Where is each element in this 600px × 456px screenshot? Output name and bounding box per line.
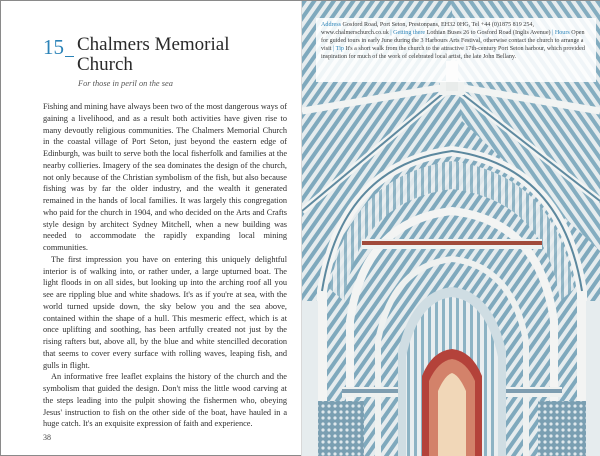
visitor-info-box — [316, 18, 596, 82]
hours-label: Hours — [554, 30, 570, 36]
page-number: 38 — [43, 433, 51, 442]
paragraph: Fishing and mining have always been two of the most dangerous ways of gaining a livelihood, and as a result both activities have given rise to many devoutly religious communities. The Chalmers Memorial Church in the coastal village of Port Seton, just beyond the eastern edge of Edinburgh, was built to serve both the local fisherfolk and families at the nearby collieries. Imagery of the sea dominates the design of the church, not only because of the Christian symbolism of the fish, but also because fishing was by far the older industry, and the wealth it generated remained in the hands of local families. It was largely this congregation who paid for the church in 1904, and who decided on the Arts and Crafts style design by architect Sydney Mitchell, when a new building was needed to accommodate the rapidly expanding local mining communities. — [43, 102, 287, 252]
hours-value: Open for guided tours in early June during the 3 Harbours Arts Festival, otherwise contact the church to arrange a visit — [321, 30, 585, 52]
chapter-number: 15 — [43, 35, 64, 59]
body-text — [43, 101, 287, 430]
tip-label: Tip — [335, 46, 344, 52]
getting-there-label: Getting there — [393, 30, 426, 36]
getting-there-value: Lothian Buses 26 to Gosford Road (Inglis Avenue) — [426, 30, 551, 36]
chapter-title: Chalmers Memorial Church — [77, 34, 230, 75]
address-value: Gosford Road, Port Seton, Prestonpans, EH32 0HG, Tel +44 (0)1875 819 254, www.chalmerschurch.co.uk — [321, 22, 534, 36]
tip-value: It's a short walk from the church to the attractive 17th-century Port Seton harbour, which provided inspiration for much of the work of celebrated local artist, the late John Bellany. — [321, 46, 585, 60]
left-page — [1, 1, 301, 456]
right-page — [302, 1, 600, 456]
paragraph: The first impression you have on entering this uniquely delightful interior is of walking into, or rather under, a large upturned boat. The light floods in on all sides, but looking up into the arching roof all you see are rippling blue and white shadows. It's as if you're at sea, with the world turned upside down, the sky below you and the sea above, contained within the shape of a hull. This mesmeric effect, which is at once uplifting and soothing, has been artfully created not just by the rising rafters but, above all, by the blue and white stencilled decoration that seems to cover every surface with rolling waves, leaping fish, and gulls in flight. — [43, 254, 287, 370]
paragraph: An informative free leaflet explains the history of the church and the symbolism that guided the design. Don't miss the little wood carving at the steps leading into the pulpit showing the fishermen who, obeying Jesus' instruction to fish on the other side of the boat, have hauled in a huge catch. It's an exquisite expression of faith and experience. — [43, 372, 287, 429]
address-label: Address — [321, 22, 341, 28]
chapter-subtitle: For those in peril on the sea — [78, 79, 173, 88]
visitor-info-text: Address Gosford Road, Port Seton, Prestonpans, EH32 0HG, Tel +44 (0)1875 819 254, www.chalmerschurch.co.uk | Getting there Lothian Buses 26 to Gosford Road (Inglis Avenue) | Hours Open for guided tours in early June during the 3 Harbours Arts Festival, otherwise contact the church to arrange a visit | Tip It's a short walk from the church to the attractive 17th-century Port Seton harbour, which provided inspiration for much of the work of celebrated local artist, the late John Bellany. — [321, 22, 585, 60]
chapter-number-rule — [65, 56, 74, 57]
